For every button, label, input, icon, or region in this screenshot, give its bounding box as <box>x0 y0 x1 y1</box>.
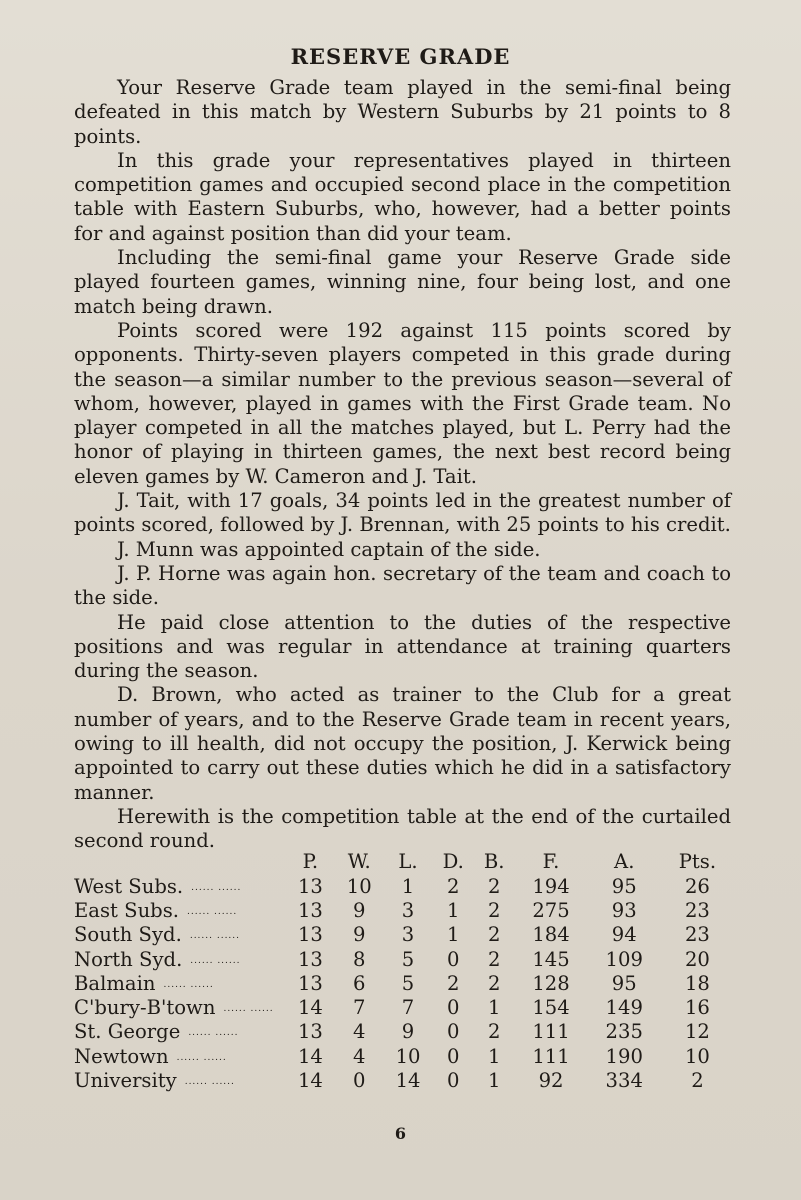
table-cell: 93 <box>611 898 637 922</box>
column-header: A. <box>614 849 635 873</box>
table-cell: 4 <box>352 1020 366 1044</box>
table-cell: 109 <box>605 947 643 971</box>
team-cell <box>74 1044 286 1068</box>
table-cell: 2 <box>487 1020 501 1044</box>
paragraph: Including the semi-final game your Reserve Grade side played fourteen games, winning nine, four being lost, and one match being drawn. <box>74 246 731 318</box>
paragraph: In this grade your representatives played in thirteen competition games and occupied second place in the competition table with Eastern Suburbs, who, however, had a better points for and against position than did your team. <box>74 148 731 245</box>
table-cell: 128 <box>532 971 570 995</box>
leader-dots: ...... ...... <box>190 955 241 966</box>
leader-dots: ...... ...... <box>191 882 242 893</box>
table-cell: 2 <box>447 971 460 995</box>
team-cell <box>74 971 286 995</box>
table-cell: 8 <box>352 947 366 971</box>
table-cell: 94 <box>611 923 637 947</box>
table-cell: 7 <box>352 996 366 1020</box>
leader-dots: ...... ...... <box>188 1028 239 1039</box>
table-cell: 14 <box>297 1069 323 1093</box>
table-cell: 23 <box>684 898 710 922</box>
table-row <box>74 898 734 922</box>
table-row <box>74 874 734 898</box>
table-cell: 2 <box>691 1069 704 1093</box>
paragraph: Herewith is the competition table at the end of the curtailed second round. <box>74 804 731 853</box>
table-cell: 14 <box>395 1069 421 1093</box>
table-cell: 4 <box>352 1044 366 1068</box>
table-row <box>74 947 734 971</box>
table-cell: 184 <box>532 923 570 947</box>
team-name: St. George <box>74 1020 181 1044</box>
column-header: W. <box>347 849 371 873</box>
table-body <box>74 874 734 1093</box>
table-cell: 95 <box>611 874 637 898</box>
table-cell: 0 <box>447 1069 460 1093</box>
table-cell: 9 <box>352 923 366 947</box>
column-header: D. <box>442 849 464 873</box>
table-cell: 2 <box>447 874 460 898</box>
column-header: P. <box>302 849 319 873</box>
column-header: Pts. <box>678 849 717 873</box>
table-cell: 149 <box>605 996 643 1020</box>
paragraph: J. Munn was appointed captain of the side. <box>117 537 541 561</box>
team-name: South Syd. <box>74 923 182 947</box>
team-cell <box>74 923 286 947</box>
table-cell: 0 <box>352 1069 366 1093</box>
table-row <box>74 1020 734 1044</box>
paragraph: D. Brown, who acted as trainer to the Club for a great number of years, and to the Reserve Grade team in recent years, owing to ill health, did not occupy the position, J. Kerwick being appointed to carry out these duties which he did in a satisfactory manner. <box>74 683 731 804</box>
table-cell: 13 <box>297 947 323 971</box>
table-cell: 1 <box>487 1044 501 1068</box>
leader-dots: ...... ...... <box>163 979 214 990</box>
table-cell: 10 <box>684 1044 710 1068</box>
page-number: 6 <box>394 1124 407 1143</box>
table-cell: 14 <box>297 1044 323 1068</box>
table-cell: 13 <box>297 971 323 995</box>
table-cell: 9 <box>352 898 366 922</box>
column-header: L. <box>398 849 418 873</box>
table-cell: 0 <box>447 1044 460 1068</box>
team-cell <box>74 874 286 898</box>
paragraph: Your Reserve Grade team played in the semi-final being defeated in this match by Western Suburbs by 21 points to 8 points. <box>74 76 731 148</box>
table-cell: 194 <box>532 874 570 898</box>
table-cell: 3 <box>401 923 415 947</box>
table-cell: 1 <box>487 996 501 1020</box>
team-cell <box>74 1020 286 1044</box>
table-cell: 111 <box>532 1044 570 1068</box>
leader-dots: ...... ...... <box>184 1077 235 1088</box>
table-cell: 145 <box>532 947 570 971</box>
table-cell: 0 <box>447 947 460 971</box>
leader-dots: ...... ...... <box>176 1052 227 1063</box>
leader-dots: ...... ...... <box>189 931 241 942</box>
table-cell: 23 <box>684 923 710 947</box>
table-cell: 1 <box>447 898 460 922</box>
table-cell: 14 <box>297 996 323 1020</box>
table-row <box>74 1044 734 1068</box>
table-cell: 3 <box>401 898 415 922</box>
body-text <box>74 76 731 854</box>
table-cell: 0 <box>447 1020 460 1044</box>
table-cell: 2 <box>487 874 501 898</box>
table-cell: 13 <box>297 898 323 922</box>
table-cell: 190 <box>605 1044 643 1068</box>
leader-dots: ...... ...... <box>223 1004 274 1015</box>
team-cell <box>74 995 286 1019</box>
team-name: North Syd. <box>74 947 183 971</box>
table-cell: 13 <box>297 1020 323 1044</box>
table-row <box>74 971 734 995</box>
table-cell: 92 <box>538 1069 564 1093</box>
table-cell: 1 <box>401 874 415 898</box>
column-header: B. <box>483 849 505 873</box>
table-cell: 5 <box>401 971 415 995</box>
table-cell: 10 <box>395 1044 421 1068</box>
table-cell: 235 <box>605 1020 643 1044</box>
team-column-header <box>74 848 286 874</box>
column-header: F. <box>542 849 560 873</box>
paragraph: J. P. Horne was again hon. secretary of the team and coach to the side. <box>74 561 731 610</box>
table-cell: 20 <box>684 947 710 971</box>
table-cell: 5 <box>401 947 415 971</box>
table-cell: 2 <box>487 898 501 922</box>
paragraph: He paid close attention to the duties of the respective positions and was regular in attendance at training quarters during the season. <box>74 610 731 683</box>
team-cell <box>74 1068 286 1092</box>
team-name: Newtown <box>74 1044 169 1068</box>
table-cell: 334 <box>605 1069 643 1093</box>
table-cell: 1 <box>447 923 460 947</box>
table-cell: 7 <box>401 996 415 1020</box>
table-cell: 16 <box>684 996 710 1020</box>
table-row <box>74 995 734 1019</box>
team-name: Balmain <box>74 971 156 995</box>
competition-table <box>74 848 734 1093</box>
paragraph: J. Tait, with 17 goals, 34 points led in the greatest number of points scored, followed by J. Brennan, with 25 points to his credit. <box>74 489 731 537</box>
table-cell: 10 <box>346 874 372 898</box>
table-header-row <box>74 848 734 874</box>
table-cell: 111 <box>532 1020 570 1044</box>
table-cell: 1 <box>487 1069 501 1093</box>
team-name: West Subs. <box>74 874 184 898</box>
team-name: University <box>74 1069 177 1093</box>
table-row <box>74 923 734 947</box>
table-cell: 2 <box>487 971 501 995</box>
table-cell: 18 <box>684 971 710 995</box>
table-cell: 26 <box>684 874 710 898</box>
page-title: RESERVE GRADE <box>290 44 511 69</box>
table-cell: 95 <box>611 971 637 995</box>
paragraph: Points scored were 192 against 115 points scored by opponents. Thirty-seven players competed in this grade during the season—a similar number to the previous season—several of whom, however, played in games with the First Grade team. No player competed in all the matches played, but L. Perry had the honor of playing in thirteen games, the next best record being eleven games by W. Cameron and J. Tait. <box>74 318 731 488</box>
table-cell: 13 <box>297 923 323 947</box>
table-cell: 13 <box>297 874 323 898</box>
table-cell: 12 <box>684 1020 710 1044</box>
table-cell: 6 <box>352 971 366 995</box>
table-cell: 2 <box>487 923 501 947</box>
table-row <box>74 1068 734 1092</box>
team-name: East Subs. <box>74 898 180 922</box>
leader-dots: ...... ...... <box>187 906 238 917</box>
team-cell <box>74 947 286 971</box>
table-cell: 0 <box>447 996 460 1020</box>
team-name: C'bury-B'town <box>74 996 216 1020</box>
team-cell <box>74 898 286 922</box>
table-cell: 9 <box>401 1020 415 1044</box>
table-cell: 154 <box>532 996 570 1020</box>
table-cell: 2 <box>487 947 501 971</box>
table-cell: 275 <box>532 898 570 922</box>
